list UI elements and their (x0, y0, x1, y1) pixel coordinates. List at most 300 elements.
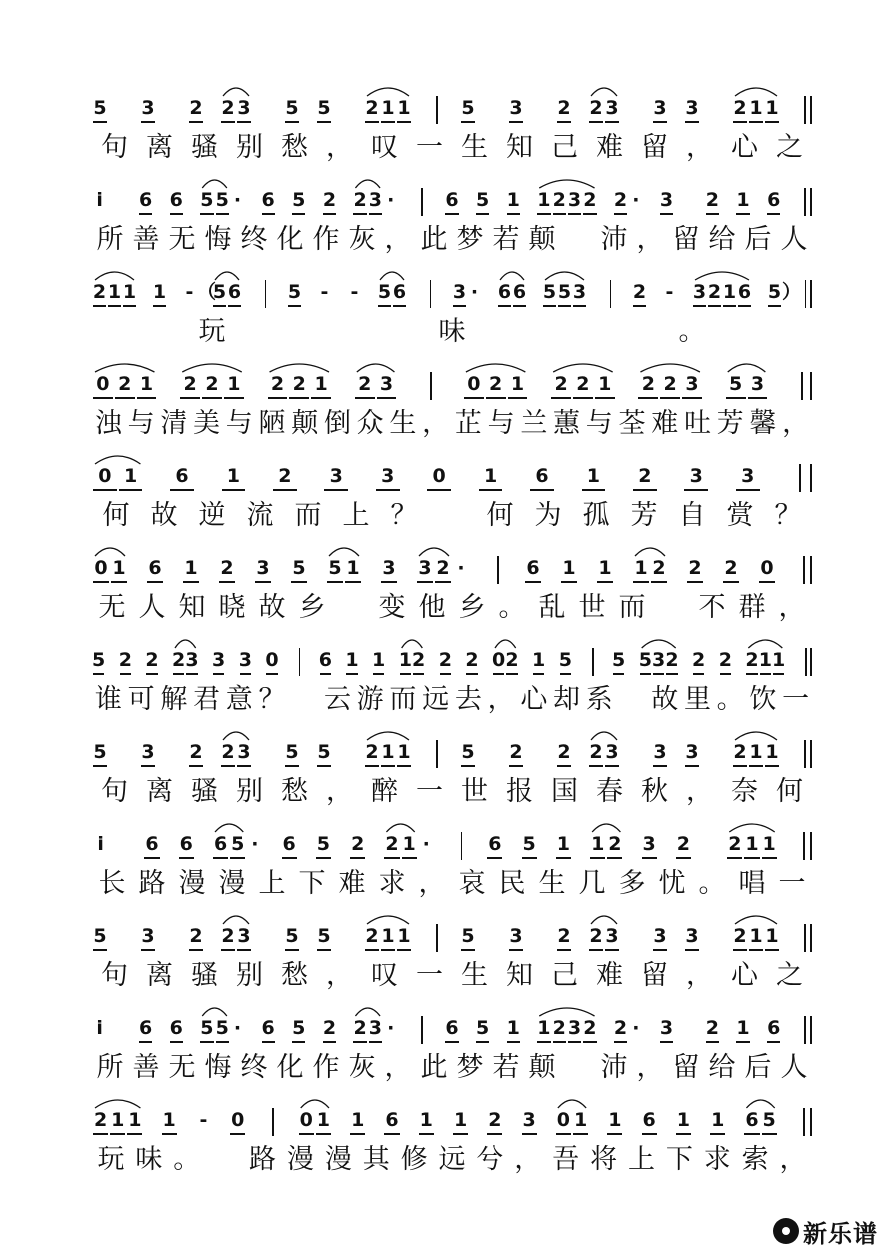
end-barline (810, 188, 812, 216)
notation-line (92, 96, 812, 126)
lyric-char: 自 (678, 500, 706, 531)
duration-underline (93, 581, 109, 583)
barline (299, 648, 301, 676)
duration-underline (262, 213, 275, 215)
lyric-char: 留 (641, 132, 668, 163)
duration-underline (381, 765, 395, 767)
note-glyph: 2 (606, 832, 623, 856)
duration-underline (736, 213, 749, 215)
duration-underline (402, 857, 417, 859)
note-glyph: 1 (380, 96, 396, 120)
lyric-char: ， (779, 1144, 807, 1175)
duration-underline (400, 673, 411, 675)
duration-underline (509, 765, 523, 767)
note-glyph: 1 (722, 280, 737, 304)
lyric-char: 路 (249, 1144, 277, 1175)
lyric-char: 众 (356, 408, 384, 439)
note-glyph: i (96, 1017, 103, 1039)
lyric-char: ， (326, 960, 353, 991)
note-glyph: 1 (315, 1108, 332, 1132)
lyric-char: 清 (160, 408, 188, 439)
note-glyph: 3 (416, 556, 434, 580)
note-glyph: 2 (349, 832, 366, 856)
note-glyph: 2 (188, 96, 204, 120)
duration-underline (147, 581, 163, 583)
note-glyph: 1 (401, 832, 418, 856)
lyric-char: ， (384, 1052, 412, 1083)
lyric-char: 与 (225, 408, 253, 439)
barline (803, 832, 805, 860)
note-glyph: 2 (588, 924, 604, 948)
note-glyph: 3 (567, 1016, 582, 1040)
duration-underline (487, 857, 502, 859)
duration-underline (345, 581, 361, 583)
duration-underline (557, 121, 571, 123)
barline (804, 924, 806, 952)
lyric-char: 人 (780, 1052, 808, 1083)
lyric-char: 乡 (458, 592, 486, 623)
note-glyph: 5 (291, 188, 306, 212)
duration-underline (464, 397, 484, 399)
lyric-char: 难 (596, 132, 623, 163)
note-glyph: 6 (138, 188, 153, 212)
tie-arc (558, 1100, 586, 1108)
lyric-char: 世 (461, 776, 488, 807)
duration-underline (216, 213, 229, 215)
duration-underline (216, 1041, 229, 1043)
score-system (92, 1016, 812, 1098)
end-barline (810, 1016, 812, 1044)
duration-underline (413, 673, 424, 675)
duration-underline (487, 1133, 502, 1135)
note-glyph: 3 (376, 372, 398, 396)
lyric-char: 生 (538, 868, 566, 899)
note-glyph: 0 (555, 1108, 572, 1132)
note-glyph: 5 (639, 648, 652, 672)
note-glyph: 2 (505, 648, 518, 672)
note-glyph: 1 (606, 1108, 623, 1132)
duration-underline (292, 1041, 305, 1043)
note-glyph: 5 (475, 1016, 490, 1040)
duration-underline (605, 121, 619, 123)
duration-underline (573, 305, 586, 307)
note-glyph: 0 (463, 372, 485, 396)
lyric-char: 乱 (538, 592, 566, 623)
duration-underline (179, 857, 194, 859)
lyric-char: 求 (703, 1144, 731, 1175)
lyric-char: 其 (362, 1144, 390, 1175)
note-glyph: 6 (169, 1016, 184, 1040)
duration-underline (556, 857, 571, 859)
note-glyph: 2 (267, 372, 289, 396)
notation-line (92, 1108, 812, 1138)
note-glyph: 2 (552, 1016, 567, 1040)
duration-underline (291, 581, 307, 583)
notation-line (92, 648, 812, 678)
tie-arc (642, 640, 676, 648)
note-glyph: 6 (444, 188, 459, 212)
notation-line (92, 924, 812, 954)
tie-arc (545, 272, 584, 280)
note-glyph: 1 (344, 556, 362, 580)
lyric-char: 颠 (291, 408, 319, 439)
note-glyph: 1 (396, 740, 412, 764)
lyric-char: ， (326, 132, 353, 163)
lyric-char: 故 (651, 684, 679, 715)
note-glyph: 2 (637, 372, 659, 396)
tie-arc (301, 1100, 329, 1108)
note-glyph: 2 (485, 372, 507, 396)
note-glyph: 2 (364, 924, 380, 948)
duration-underline (316, 857, 331, 859)
duration-underline (509, 949, 523, 951)
duration-underline (530, 489, 554, 491)
note-glyph: 2 (556, 740, 572, 764)
lyric-char: 漫 (178, 868, 206, 899)
duration-underline (633, 305, 646, 307)
note-glyph: 3 (604, 740, 620, 764)
lyric-char: 芷 (454, 408, 482, 439)
note-glyph: 2 (550, 372, 572, 396)
note-glyph: 0 (265, 648, 278, 672)
duration-underline (93, 305, 106, 307)
duration-underline (393, 305, 406, 307)
duration-underline (461, 949, 475, 951)
note-glyph: 2 (412, 648, 425, 672)
lyric-char: 知 (178, 592, 206, 623)
barline (436, 924, 438, 952)
lyric-char: 唱 (738, 868, 766, 899)
note-glyph: 1 (632, 556, 650, 580)
duration-underline (255, 581, 271, 583)
lyric-char: 忧 (658, 868, 686, 899)
score-system (92, 740, 812, 822)
duration-underline (230, 1133, 245, 1135)
note-glyph: 1 (748, 924, 764, 948)
duration-underline (640, 673, 651, 675)
tie-arc (95, 1100, 140, 1108)
barline (804, 1016, 806, 1044)
duration-underline (560, 673, 571, 675)
lyric-char: 群 (738, 592, 766, 623)
duration-underline (108, 305, 121, 307)
note-glyph: 2 (556, 924, 572, 948)
lyric-char: 陋 (258, 408, 286, 439)
lyric-char: 。 (698, 868, 726, 899)
duration-underline (285, 949, 299, 951)
note-glyph: - (665, 281, 674, 303)
note-glyph: 1 (380, 740, 396, 764)
note-glyph: · (632, 1017, 640, 1039)
duration-underline (170, 1041, 183, 1043)
lyric-char: 系 (585, 684, 613, 715)
duration-underline (693, 673, 704, 675)
barline (430, 280, 432, 308)
lyrics-line (92, 774, 812, 814)
note-glyph: 1 (748, 740, 764, 764)
end-barline (810, 556, 812, 584)
note-glyph: 2 (354, 372, 376, 396)
note-glyph: 1 (735, 188, 750, 212)
lyric-char: 终 (240, 224, 268, 255)
duration-underline (660, 213, 673, 215)
end-barline (810, 280, 812, 308)
duration-underline (186, 673, 197, 675)
duration-underline (384, 857, 399, 859)
tie-arc (202, 1008, 227, 1016)
tie-arc (500, 272, 524, 280)
lyric-char: 颠 (528, 224, 556, 255)
duration-underline (760, 673, 771, 675)
duration-underline (123, 305, 136, 307)
note-glyph: 3 (140, 924, 156, 948)
lyric-char: ， (487, 684, 515, 715)
duration-underline (568, 213, 581, 215)
note-glyph: 6 (512, 280, 527, 304)
lyric-char: 人 (138, 592, 166, 623)
lyric-char: 愁 (281, 960, 308, 991)
lyric-char: 愁 (281, 132, 308, 163)
note-glyph: 5 (284, 740, 300, 764)
duration-underline (605, 765, 619, 767)
duration-underline (507, 1041, 520, 1043)
lyric-char: 难 (596, 960, 623, 991)
note-glyph: 5 (725, 372, 747, 396)
tie-arc (215, 824, 243, 832)
lyric-char: ， (782, 408, 810, 439)
lyric-char: 奈 (731, 776, 758, 807)
note-glyph: 2 (588, 96, 604, 120)
lyric-char: ， (686, 960, 713, 991)
duration-underline (765, 765, 779, 767)
lyrics-line (92, 406, 812, 446)
note-glyph: 5 (215, 188, 230, 212)
duration-underline (350, 1133, 365, 1135)
lyric-char: 多 (618, 868, 646, 899)
barline (805, 280, 807, 308)
lyric-char: 善 (132, 224, 160, 255)
tie-arc (592, 824, 620, 832)
duration-underline (693, 305, 706, 307)
note-glyph: 3 (735, 464, 761, 488)
lyric-char: 为 (534, 500, 562, 531)
note-glyph: 1 (418, 1108, 435, 1132)
note-glyph: 6 (169, 464, 195, 488)
duration-underline (506, 673, 517, 675)
note-glyph: 6 (169, 188, 184, 212)
lyrics-line (92, 498, 812, 538)
note-glyph: 5 (377, 280, 392, 304)
tie-arc (640, 364, 699, 372)
lyric-char: 后 (744, 224, 772, 255)
note-glyph: 0 (492, 648, 505, 672)
note-glyph: 1 (581, 464, 607, 488)
note-glyph: 5 (92, 740, 108, 764)
lyric-char: 解 (160, 684, 188, 715)
tie-arc (367, 916, 409, 924)
lyric-char: 上 (342, 500, 370, 531)
lyric-char: 吐 (683, 408, 711, 439)
note-glyph: 3 (641, 832, 658, 856)
note-glyph: 3 (323, 464, 349, 488)
lyric-char: ， (686, 132, 713, 163)
duration-underline (237, 765, 251, 767)
lyric-char: 修 (400, 1144, 428, 1175)
note-glyph: 1 (594, 372, 616, 396)
tie-arc (95, 456, 140, 464)
lyric-char: 灰 (348, 1052, 376, 1083)
lyric-char: ， (514, 1144, 542, 1175)
note-glyph: 1 (399, 648, 412, 672)
duration-underline (749, 765, 763, 767)
duration-underline (507, 213, 520, 215)
lyric-char: 。 (678, 316, 706, 347)
note-glyph: 0 (92, 556, 110, 580)
note-glyph: 6 (143, 832, 160, 856)
barline (497, 556, 499, 584)
duration-underline (589, 121, 603, 123)
note-glyph: 2 (352, 188, 367, 212)
tie-arc (355, 1008, 380, 1016)
note-glyph: 6 (383, 1108, 400, 1132)
duration-underline (285, 765, 299, 767)
note-glyph: 3 (239, 648, 252, 672)
lyric-char: 国 (551, 776, 578, 807)
duration-underline (513, 305, 526, 307)
duration-underline (93, 673, 104, 675)
lyrics-line (92, 958, 812, 998)
duration-underline (493, 673, 504, 675)
lyric-char: 与 (127, 408, 155, 439)
duration-underline (221, 949, 235, 951)
duration-underline (461, 121, 475, 123)
note-glyph: 1 (136, 372, 158, 396)
notation-line (92, 188, 812, 218)
note-glyph: 2 (439, 648, 452, 672)
note-glyph: 6 (743, 1108, 760, 1132)
tie-arc (748, 640, 782, 648)
lyric-char: 之 (776, 960, 803, 991)
note-glyph: 3 (521, 1108, 538, 1132)
duration-underline (676, 857, 691, 859)
duration-underline (311, 397, 331, 399)
note-glyph: 6 (737, 280, 752, 304)
lyric-char: 他 (418, 592, 446, 623)
notation-line (92, 1016, 812, 1046)
note-glyph: 5 (212, 280, 227, 304)
note-glyph: 3 (254, 556, 272, 580)
note-glyph: 1 (310, 372, 332, 396)
barline (461, 832, 463, 860)
note-glyph: 2 (632, 464, 658, 488)
brand-name: 新乐谱 (803, 1219, 878, 1248)
note-glyph: 1 (107, 280, 122, 304)
note-glyph: 5 (215, 1016, 230, 1040)
tie-arc (355, 180, 380, 188)
tie-arc (202, 180, 227, 188)
note-glyph: 2 (119, 648, 132, 672)
lyric-char: 灰 (348, 224, 376, 255)
lyric-char: 难 (651, 408, 679, 439)
tie-arc (380, 272, 404, 280)
lyric-char: 兮 (476, 1144, 504, 1175)
duration-underline (373, 673, 384, 675)
lyric-char: 玩 (198, 316, 226, 347)
duration-underline (237, 121, 251, 123)
lyric-char: 上 (258, 868, 286, 899)
note-glyph: 2 (707, 280, 722, 304)
note-glyph: 1 (589, 832, 606, 856)
end-barline (810, 832, 812, 860)
lyric-char: 一 (778, 868, 806, 899)
lyrics-line (92, 590, 812, 630)
note-glyph: 2 (686, 556, 704, 580)
duration-underline (583, 1041, 596, 1043)
note-glyph: 5 (199, 188, 214, 212)
lyric-char: 而 (389, 684, 417, 715)
note-glyph: 6 (766, 188, 781, 212)
lyric-char: 民 (498, 868, 526, 899)
lyric-char: 留 (672, 1052, 700, 1083)
note-glyph: - (320, 281, 329, 303)
lyric-char: 而 (294, 500, 322, 531)
lyric-char: 去 (454, 684, 482, 715)
duration-underline (266, 673, 277, 675)
note-glyph: 6 (178, 832, 195, 856)
end-barline (810, 740, 812, 768)
duration-underline (746, 673, 757, 675)
note-glyph: ） (782, 281, 802, 303)
note-glyph: 5 (761, 1108, 778, 1132)
lyric-char: 别 (236, 132, 263, 163)
lyric-char: 索 (741, 1144, 769, 1175)
note-glyph: 5 (290, 556, 308, 580)
tie-arc (735, 88, 777, 96)
duration-underline (687, 581, 703, 583)
note-glyph: 1 (748, 96, 764, 120)
lyric-char: ， (686, 776, 713, 807)
note-glyph: · (387, 1017, 395, 1039)
lyric-char: 倒 (323, 408, 351, 439)
lyric-char: 心 (731, 960, 758, 991)
lyric-char: 上 (627, 1144, 655, 1175)
note-glyph: 3 (692, 280, 707, 304)
lyric-char: 美 (193, 408, 221, 439)
note-glyph: （ (197, 281, 217, 303)
duration-underline (653, 121, 667, 123)
duration-underline (748, 397, 768, 399)
note-glyph: 2 (632, 280, 647, 304)
duration-underline (582, 489, 606, 491)
note-glyph: 2 (220, 96, 236, 120)
duration-underline (573, 397, 593, 399)
notation-line (92, 832, 812, 862)
note-glyph: 2 (218, 556, 236, 580)
duration-underline (607, 857, 622, 859)
tie-arc (591, 916, 617, 924)
lyric-char: 无 (168, 1052, 196, 1083)
note-glyph: 2 (692, 648, 705, 672)
tie-arc (367, 732, 409, 740)
duration-underline (765, 121, 779, 123)
duration-underline (110, 1133, 125, 1135)
duration-underline (397, 949, 411, 951)
note-glyph: 2 (434, 556, 452, 580)
lyric-char: 漫 (324, 1144, 352, 1175)
note-glyph: 1 (764, 740, 780, 764)
duration-underline (139, 1041, 152, 1043)
duration-underline (682, 397, 702, 399)
